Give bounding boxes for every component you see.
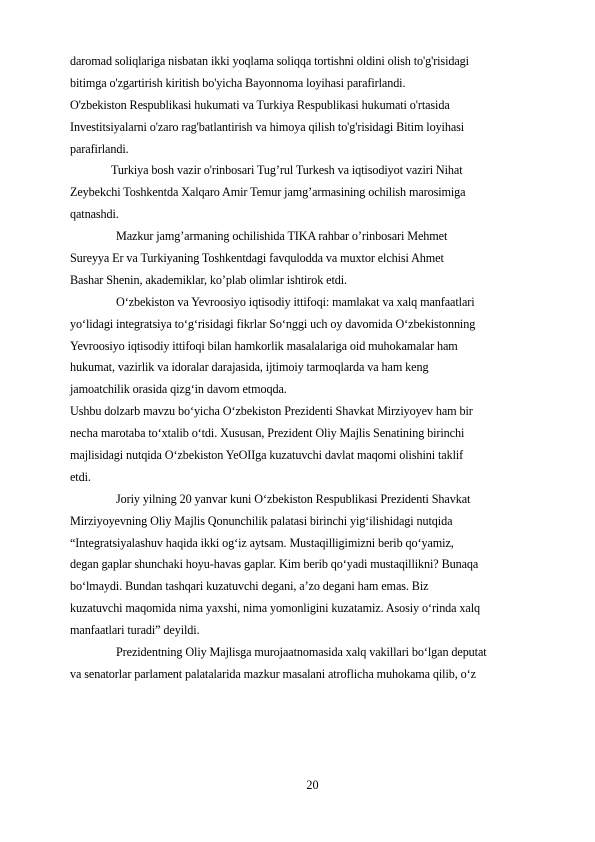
text-line: hukumat, vazirlik va idoralar darajasida, ijtimoiy tarmoqlarda va ham keng	[70, 360, 429, 375]
text-line: bitimga o'zgartirish kiritish bo'yicha Bayonnoma loyihasi parafirlandi.	[70, 75, 406, 90]
body-text	[70, 51, 555, 686]
text-line: Investitsiyalarni o'zaro rag'batlantirish va himoya qilish to'g'risidagi Bitim loyihasi	[70, 119, 465, 134]
text-line: bo‘lmaydi. Bundan tashqari kuzatuvchi degani, a’zo degani ham emas. Biz	[70, 579, 429, 594]
text-line: majlisidagi nutqida O‘zbekiston YeOIIga kuzatuvchi davlat maqomi olishini taklif	[70, 448, 464, 463]
text-line: etdi.	[70, 469, 91, 484]
text-line: yo‘lidagi integratsiya to‘g‘risidagi fikrlar So‘nggi uch oy davomida O‘zbekistonning	[70, 316, 476, 331]
text-line: va senatorlar parlament palatalarida mazkur masalani atroflicha muhokama qilib, o‘z	[70, 666, 476, 681]
text-line: degan gaplar shunchaki hoyu-havas gaplar. Kim berib qo‘yadi mustaqillikni? Bunaqa	[70, 557, 479, 572]
text-line: jamoatchilik orasida qizg‘in davom etmoqda.	[70, 382, 287, 397]
text-line: O'zbekiston Respublikasi hukumati va Turkiya Respublikasi hukumati o'rtasida	[70, 97, 450, 112]
paragraph-first-line: Mazkur jamg’armaning ochilishida TIKA rahbar o’rinbosari Mehmet	[116, 229, 448, 244]
paragraph-first-line: Joriy yilning 20 yanvar kuni O‘zbekiston Respublikasi Prezidenti Shavkat	[116, 491, 471, 506]
text-line: Sureyya Er va Turkiyaning Toshkentdagi favqulodda va muxtor elchisi Ahmet	[70, 251, 444, 266]
text-line: manfaatlari turadi” deyildi.	[70, 623, 200, 638]
text-line: kuzatuvchi maqomida nima yaxshi, nima yomonligini kuzatamiz. Asosiy o‘rinda xalq	[70, 601, 481, 616]
text-line: Bashar Shenin, akademiklar, ko’plab olimlar ishtirok etdi.	[70, 272, 348, 287]
paragraph-first-line: Prezidentning Oliy Majlisga murojaatnomasida xalq vakillari bo‘lgan deputat	[116, 645, 487, 660]
paragraph-first-line: Turkiya bosh vazir o'rinbosari Tug’rul Turkesh va iqtisodiyot vaziri Nihat	[111, 163, 463, 178]
text-line: parafirlandi.	[70, 141, 129, 156]
text-line: qatnashdi.	[70, 207, 119, 222]
page-number: 20	[306, 778, 319, 792]
text-line: “Integratsiyalashuv haqida ikki og‘iz aytsam. Mustaqilligimizni berib qo‘yamiz,	[70, 535, 454, 550]
text-line: daromad soliqlariga nisbatan ikki yoqlama soliqqa tortishni oldini olish to'g'risidagi	[70, 54, 469, 68]
text-line: Zeybekchi Toshkentda Xalqaro Amir Temur jamg’armasining ochilish marosimiga	[70, 185, 466, 200]
text-line: Ushbu dolzarb mavzu bo‘yicha O‘zbekiston Prezidenti Shavkat Mirziyoyev ham bir	[70, 404, 473, 419]
paragraph-first-line: O‘zbekiston va Yevroosiyo iqtisodiy ittifoqi: mamlakat va xalq manfaatlari	[116, 294, 475, 309]
text-line: Yevroosiyo iqtisodiy ittifoqi bilan hamkorlik masalalariga oid muhokamalar ham	[70, 338, 458, 353]
text-line: necha marotaba to‘xtalib o‘tdi. Xususan, Prezident Oliy Majlis Senatining birinchi	[70, 426, 465, 441]
text-line: Mirziyoyevning Oliy Majlis Qonunchilik palatasi birinchi yig‘ilishidagi nutqida	[70, 513, 453, 528]
